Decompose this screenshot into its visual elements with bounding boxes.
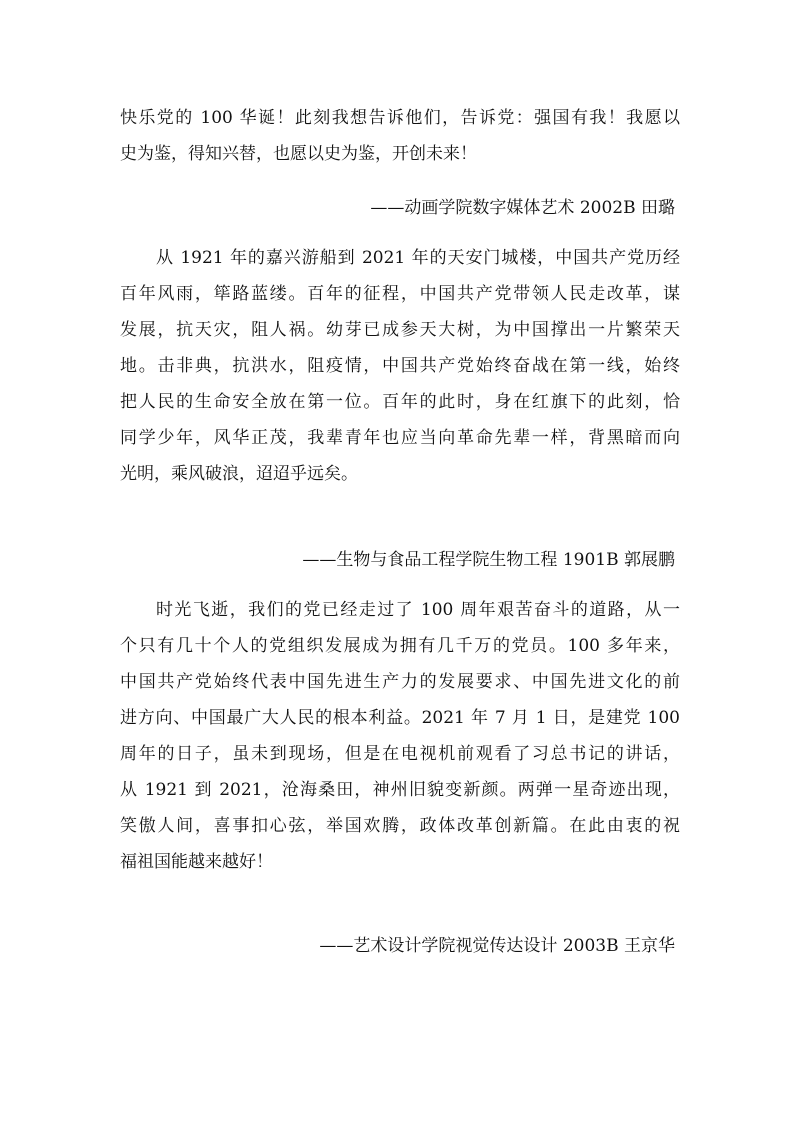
paragraph-line: 周年的日子，虽未到现场，但是在电视机前观看了习总书记的讲话， (120, 744, 680, 764)
paragraph-line: 笑傲人间，喜事扣心弦，举国欢腾，政体改革创新篇。在此由衷的祝 (120, 816, 680, 836)
paragraph-line: 福祖国能越来越好！ (120, 852, 273, 872)
paragraph-line: 史为鉴，得知兴替，也愿以史为鉴，开创未来！ (120, 144, 477, 164)
paragraph-line: 百年风雨，筚路蓝缕。百年的征程，中国共产党带领人民走改革，谋 (120, 284, 680, 304)
paragraph-line: 光明，乘风破浪，迢迢乎远矣。 (120, 464, 358, 484)
paragraph-1 (120, 100, 680, 172)
paragraph-line: 快乐党的 100 华诞！此刻我想告诉他们，告诉党：强国有我！我愿以 (120, 108, 680, 128)
paragraph-line: 时光飞逝，我们的党已经走过了 100 周年艰苦奋斗的道路，从一 (156, 600, 680, 620)
signature-1: ——动画学院数字媒体艺术 2002B 田璐 (370, 198, 675, 218)
paragraph-line: 进方向、中国最广大人民的根本利益。2021 年 7 月 1 日，是建党 100 (120, 708, 680, 728)
paragraph-line: 个只有几十个人的党组织发展成为拥有几千万的党员。100 多年来， (120, 636, 680, 656)
paragraph-line: 从 1921 年的嘉兴游船到 2021 年的天安门城楼，中国共产党历经 (156, 248, 680, 268)
signature-3: ——艺术设计学院视觉传达设计 2003B 王京华 (319, 936, 675, 956)
paragraph-2 (120, 240, 680, 492)
paragraph-line: 发展，抗天灾，阻人祸。幼芽已成参天大树，为中国撑出一片繁荣天 (120, 320, 680, 340)
paragraph-line: 从 1921 到 2021，沧海桑田，神州旧貌变新颜。两弹一星奇迹出现， (120, 780, 680, 800)
paragraph-3 (120, 592, 680, 880)
paragraph-line: 同学少年，风华正茂，我辈青年也应当向革命先辈一样，背黑暗而向 (120, 428, 680, 448)
paragraph-line: 把人民的生命安全放在第一位。百年的此时，身在红旗下的此刻，恰 (120, 392, 680, 412)
paragraph-line: 地。击非典，抗洪水，阻疫情，中国共产党始终奋战在第一线，始终 (120, 356, 680, 376)
paragraph-line: 中国共产党始终代表中国先进生产力的发展要求、中国先进文化的前 (120, 672, 680, 692)
signature-2: ——生物与食品工程学院生物工程 1901B 郭展鹏 (302, 550, 675, 570)
